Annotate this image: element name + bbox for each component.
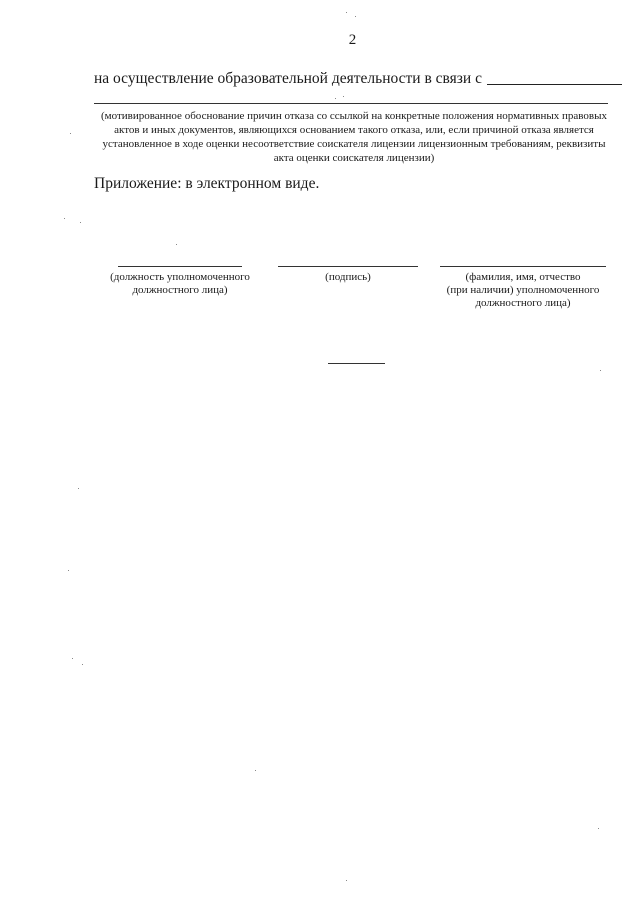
position-caption-line2: должностного лица) bbox=[132, 284, 228, 296]
signature-line bbox=[278, 266, 418, 267]
name-caption bbox=[428, 271, 618, 310]
scan-speck bbox=[598, 828, 599, 829]
scan-speck bbox=[78, 488, 79, 489]
scan-speck bbox=[80, 222, 81, 223]
scan-speck bbox=[68, 570, 69, 571]
attachment-line: Приложение: в электронном виде. bbox=[94, 175, 320, 192]
position-caption-line1: (должность уполномоченного bbox=[110, 271, 250, 283]
name-caption-line2: (при наличии) уполномоченного bbox=[446, 284, 600, 296]
scan-speck bbox=[70, 133, 71, 134]
scan-speck bbox=[64, 218, 65, 219]
scan-speck bbox=[600, 370, 601, 371]
end-of-document-line bbox=[328, 363, 385, 364]
scan-speck bbox=[346, 12, 347, 13]
refusal-reason-text: на осуществление образовательной деятельности в связи с bbox=[94, 70, 482, 87]
scan-speck bbox=[72, 658, 73, 659]
scan-speck bbox=[255, 770, 256, 771]
scan-speck bbox=[346, 880, 347, 881]
scan-speck bbox=[82, 664, 83, 665]
position-line bbox=[118, 266, 242, 267]
name-caption-line1: (фамилия, имя, отчество bbox=[465, 271, 581, 283]
scan-speck bbox=[343, 96, 344, 97]
position-caption bbox=[90, 271, 270, 297]
scan-speck bbox=[335, 98, 336, 99]
scan-speck bbox=[355, 16, 356, 17]
reason-note: (мотивированное обоснование причин отказа со ссылкой на конкретные положения нормативных правовых актов и иных документов, являющихся основанием такого отказа, или, если причиной отказа является установленное в ходе оценки несоответствие соискателя лицензии лицензионным требованиям, реквизиты акта оценки соискателя лицензии) bbox=[100, 110, 608, 164]
signature-caption: (подпись) bbox=[325, 271, 371, 283]
name-caption-line3: должностного лица) bbox=[475, 297, 571, 309]
signature-block bbox=[0, 0, 640, 330]
name-line bbox=[440, 266, 606, 267]
scan-speck bbox=[176, 244, 177, 245]
page-number: 2 bbox=[348, 32, 357, 48]
